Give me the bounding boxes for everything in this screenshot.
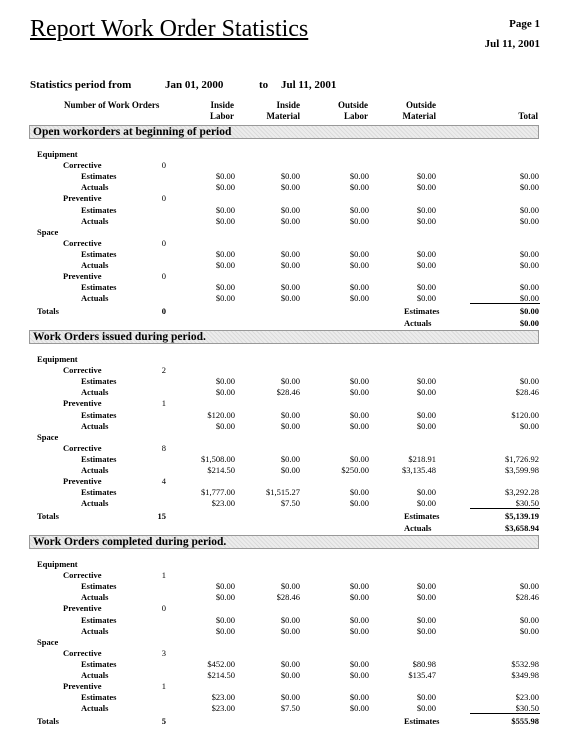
amount-cell: $0.00 xyxy=(349,260,369,270)
amount-cell: $1,508.00 xyxy=(201,453,235,464)
amount-cell: $0.00 xyxy=(349,581,369,592)
table-row xyxy=(0,149,576,160)
amount-cell: $23.00 xyxy=(211,498,235,509)
totals-estimates-label: Estimates xyxy=(404,306,440,317)
amount-cell: $28.46 xyxy=(515,592,539,603)
totals-label: Totals xyxy=(37,306,59,317)
amount-cell: $120.00 xyxy=(511,409,539,420)
estimates-label: Estimates xyxy=(81,248,117,259)
amount-cell: $0.00 xyxy=(519,215,539,226)
order-count: 2 xyxy=(161,365,166,376)
table-row xyxy=(0,476,576,487)
table-row xyxy=(0,318,576,329)
table-row xyxy=(0,716,576,727)
totals-count: 15 xyxy=(157,511,166,522)
table-row xyxy=(0,487,576,498)
amount-cell: $0.00 xyxy=(349,592,369,603)
amount-cell: $0.00 xyxy=(349,625,369,636)
table-row xyxy=(0,271,576,282)
table-row xyxy=(0,365,576,376)
amount-cell: $0.00 xyxy=(280,692,300,703)
totals-actuals-value: $0.00 xyxy=(519,317,539,328)
order-count: 0 xyxy=(161,271,166,282)
report-date: Jul 11, 2001 xyxy=(484,38,540,50)
table-row xyxy=(0,637,576,648)
amount-cell: $214.50 xyxy=(207,670,235,680)
estimates-label: Estimates xyxy=(81,692,117,703)
type-label: Corrective xyxy=(63,570,102,581)
page-number: Page 1 xyxy=(509,18,540,30)
amount-cell: $0.00 xyxy=(416,692,436,703)
amount-cell: $0.00 xyxy=(416,282,436,293)
table-row xyxy=(0,432,576,443)
amount-cell: $0.00 xyxy=(416,625,436,636)
amount-cell: $0.00 xyxy=(349,453,369,464)
table-row xyxy=(0,354,576,365)
actuals-label: Actuals xyxy=(81,260,109,270)
amount-cell: $0.00 xyxy=(280,293,300,304)
actuals-label: Actuals xyxy=(81,703,109,714)
amount-cell: $0.00 xyxy=(416,487,436,498)
estimates-label: Estimates xyxy=(81,658,117,669)
amount-cell: $135.47 xyxy=(408,670,436,680)
amount-cell: $0.00 xyxy=(349,670,369,680)
amount-cell: $0.00 xyxy=(416,703,436,714)
estimates-label: Estimates xyxy=(81,204,117,215)
table-row xyxy=(0,410,576,421)
amount-cell: $0.00 xyxy=(280,260,300,270)
table-row xyxy=(0,523,576,534)
amount-cell: $0.00 xyxy=(349,703,369,714)
amount-cell: $0.00 xyxy=(215,204,235,215)
order-count: 1 xyxy=(161,570,166,581)
amount-cell: $0.00 xyxy=(280,204,300,215)
actuals-label: Actuals xyxy=(81,182,109,193)
col-header-count: Number of Work Orders xyxy=(64,100,160,110)
type-label: Preventive xyxy=(63,681,102,692)
type-label: Corrective xyxy=(63,237,102,248)
amount-cell: $0.00 xyxy=(349,614,369,625)
amount-cell: $0.00 xyxy=(215,293,235,304)
amount-cell: $0.00 xyxy=(519,293,539,304)
col-header-outside-material: Outside Material xyxy=(402,100,436,121)
amount-cell: $80.98 xyxy=(412,658,436,669)
actuals-label: Actuals xyxy=(81,465,109,475)
amount-cell: $0.00 xyxy=(519,171,539,182)
amount-cell: $0.00 xyxy=(519,248,539,259)
table-row xyxy=(0,581,576,592)
amount-cell: $0.00 xyxy=(280,409,300,420)
total-rule xyxy=(470,508,540,509)
totals-label: Totals xyxy=(37,716,59,727)
actuals-label: Actuals xyxy=(81,293,109,304)
actuals-label: Actuals xyxy=(81,387,109,398)
amount-cell: $214.50 xyxy=(207,465,235,475)
amount-cell: $0.00 xyxy=(416,614,436,625)
table-row xyxy=(0,387,576,398)
table-row xyxy=(0,282,576,293)
table-row xyxy=(0,306,576,317)
amount-cell: $0.00 xyxy=(280,215,300,226)
amount-cell: $218.91 xyxy=(408,453,436,464)
actuals-label: Actuals xyxy=(81,498,109,509)
table-row xyxy=(0,376,576,387)
table-row xyxy=(0,249,576,260)
amount-cell: $0.00 xyxy=(280,658,300,669)
order-count: 1 xyxy=(161,681,166,692)
amount-cell: $0.00 xyxy=(215,248,235,259)
amount-cell: $0.00 xyxy=(349,487,369,498)
table-row xyxy=(0,260,576,271)
amount-cell: $0.00 xyxy=(519,282,539,293)
type-label: Corrective xyxy=(63,160,102,171)
order-count: 4 xyxy=(161,476,166,487)
group-label: Space xyxy=(37,226,59,237)
actuals-label: Actuals xyxy=(81,420,109,431)
table-row xyxy=(0,216,576,227)
table-row xyxy=(0,171,576,182)
table-row xyxy=(0,511,576,522)
amount-cell: $28.46 xyxy=(276,387,300,398)
amount-cell: $28.46 xyxy=(515,387,539,398)
group-label: Space xyxy=(37,431,59,442)
amount-cell: $0.00 xyxy=(416,409,436,420)
estimates-label: Estimates xyxy=(81,487,117,498)
amount-cell: $7.50 xyxy=(280,703,300,714)
amount-cell: $0.00 xyxy=(519,182,539,193)
estimates-label: Estimates xyxy=(81,453,117,464)
period-to-label: to xyxy=(259,79,269,91)
estimates-label: Estimates xyxy=(81,581,117,592)
amount-cell: $0.00 xyxy=(280,282,300,293)
amount-cell: $0.00 xyxy=(215,614,235,625)
order-count: 0 xyxy=(161,237,166,248)
amount-cell: $0.00 xyxy=(215,260,235,270)
table-row xyxy=(0,670,576,681)
amount-cell: $0.00 xyxy=(349,498,369,509)
type-label: Corrective xyxy=(63,365,102,376)
amount-cell: $0.00 xyxy=(519,581,539,592)
totals-actuals-value: $3,658.94 xyxy=(505,522,539,533)
table-row xyxy=(0,443,576,454)
total-rule xyxy=(470,303,540,304)
amount-cell: $0.00 xyxy=(215,282,235,293)
amount-cell: $0.00 xyxy=(416,182,436,193)
amount-cell: $0.00 xyxy=(349,182,369,193)
order-count: 3 xyxy=(161,647,166,658)
amount-cell: $0.00 xyxy=(416,215,436,226)
section-header: Work Orders completed during period. xyxy=(29,535,539,549)
table-row xyxy=(0,692,576,703)
amount-cell: $3,135.48 xyxy=(402,465,436,475)
totals-label: Totals xyxy=(37,511,59,522)
table-row xyxy=(0,603,576,614)
amount-cell: $7.50 xyxy=(280,498,300,509)
amount-cell: $0.00 xyxy=(349,171,369,182)
type-label: Corrective xyxy=(63,647,102,658)
table-row xyxy=(0,681,576,692)
amount-cell: $0.00 xyxy=(280,182,300,193)
amount-cell: $0.00 xyxy=(416,248,436,259)
group-label: Equipment xyxy=(37,559,78,569)
amount-cell: $0.00 xyxy=(416,260,436,270)
amount-cell: $0.00 xyxy=(349,420,369,431)
estimates-label: Estimates xyxy=(81,409,117,420)
type-label: Corrective xyxy=(63,442,102,453)
amount-cell: $0.00 xyxy=(215,376,235,387)
amount-cell: $23.00 xyxy=(515,692,539,703)
amount-cell: $0.00 xyxy=(416,592,436,603)
amount-cell: $23.00 xyxy=(211,692,235,703)
amount-cell: $28.46 xyxy=(276,592,300,603)
table-row xyxy=(0,648,576,659)
order-count: 0 xyxy=(161,603,166,614)
type-label: Preventive xyxy=(63,476,102,487)
amount-cell: $0.00 xyxy=(416,581,436,592)
amount-cell: $1,515.27 xyxy=(266,487,300,498)
amount-cell: $0.00 xyxy=(519,376,539,387)
amount-cell: $0.00 xyxy=(280,420,300,431)
section-header: Open workorders at beginning of period xyxy=(29,125,539,139)
totals-estimates-value: $5,139.19 xyxy=(505,511,539,522)
estimates-label: Estimates xyxy=(81,171,117,182)
order-count: 1 xyxy=(161,398,166,409)
amount-cell: $23.00 xyxy=(211,703,235,714)
table-row xyxy=(0,592,576,603)
amount-cell: $0.00 xyxy=(349,376,369,387)
report-title: Report Work Order Statistics xyxy=(30,16,309,42)
totals-count: 5 xyxy=(161,716,166,727)
amount-cell: $0.00 xyxy=(215,581,235,592)
order-count: 8 xyxy=(161,442,166,453)
estimates-label: Estimates xyxy=(81,376,117,387)
amount-cell: $0.00 xyxy=(280,581,300,592)
amount-cell: $0.00 xyxy=(349,248,369,259)
totals-actuals-label: Actuals xyxy=(404,317,432,328)
amount-cell: $0.00 xyxy=(280,453,300,464)
group-label: Equipment xyxy=(37,149,78,159)
estimates-label: Estimates xyxy=(81,614,117,625)
amount-cell: $0.00 xyxy=(349,293,369,304)
amount-cell: $0.00 xyxy=(416,293,436,304)
table-row xyxy=(0,421,576,432)
amount-cell: $0.00 xyxy=(215,182,235,193)
amount-cell: $0.00 xyxy=(349,387,369,398)
amount-cell: $0.00 xyxy=(215,215,235,226)
table-row xyxy=(0,615,576,626)
amount-cell: $0.00 xyxy=(349,282,369,293)
amount-cell: $120.00 xyxy=(207,409,235,420)
actuals-label: Actuals xyxy=(81,670,109,680)
amount-cell: $250.00 xyxy=(341,465,369,475)
table-row xyxy=(0,626,576,637)
amount-cell: $3,599.98 xyxy=(505,465,539,475)
totals-estimates-value: $0.00 xyxy=(519,306,539,317)
amount-cell: $0.00 xyxy=(215,420,235,431)
totals-estimates-label: Estimates xyxy=(404,511,440,522)
amount-cell: $0.00 xyxy=(519,614,539,625)
amount-cell: $0.00 xyxy=(416,376,436,387)
order-count: 0 xyxy=(161,193,166,204)
col-header-inside-labor: Inside Labor xyxy=(209,100,234,121)
col-header-total: Total xyxy=(518,111,538,121)
amount-cell: $0.00 xyxy=(280,625,300,636)
period-label: Statistics period from xyxy=(30,79,132,91)
amount-cell: $30.50 xyxy=(515,498,539,509)
amount-cell: $0.00 xyxy=(349,409,369,420)
amount-cell: $30.50 xyxy=(515,703,539,714)
table-row xyxy=(0,398,576,409)
amount-cell: $0.00 xyxy=(280,248,300,259)
amount-cell: $452.00 xyxy=(207,658,235,669)
amount-cell: $532.98 xyxy=(511,658,539,669)
amount-cell: $0.00 xyxy=(519,260,539,270)
table-row xyxy=(0,570,576,581)
amount-cell: $3,292.28 xyxy=(505,487,539,498)
totals-estimates-label: Estimates xyxy=(404,716,440,727)
amount-cell: $0.00 xyxy=(215,387,235,398)
amount-cell: $349.98 xyxy=(511,670,539,680)
amount-cell: $0.00 xyxy=(519,420,539,431)
actuals-label: Actuals xyxy=(81,592,109,603)
totals-estimates-value: $555.98 xyxy=(511,716,539,727)
period-to: Jul 11, 2001 xyxy=(281,79,337,91)
table-row xyxy=(0,238,576,249)
page-info xyxy=(485,14,540,54)
total-rule xyxy=(470,713,540,714)
amount-cell: $0.00 xyxy=(280,376,300,387)
table-row xyxy=(0,454,576,465)
type-label: Preventive xyxy=(63,271,102,282)
table-row xyxy=(0,659,576,670)
totals-count: 0 xyxy=(161,306,166,317)
amount-cell: $0.00 xyxy=(519,625,539,636)
type-label: Preventive xyxy=(63,603,102,614)
table-row xyxy=(0,227,576,238)
actuals-label: Actuals xyxy=(81,215,109,226)
col-header-inside-material: Inside Material xyxy=(266,100,300,121)
type-label: Preventive xyxy=(63,398,102,409)
amount-cell: $0.00 xyxy=(215,625,235,636)
amount-cell: $0.00 xyxy=(215,592,235,603)
period-from: Jan 01, 2000 xyxy=(165,79,224,91)
type-label: Preventive xyxy=(63,193,102,204)
group-label: Equipment xyxy=(37,354,78,364)
col-header-outside-labor: Outside Labor xyxy=(337,100,368,121)
amount-cell: $0.00 xyxy=(280,465,300,475)
amount-cell: $0.00 xyxy=(280,171,300,182)
amount-cell: $0.00 xyxy=(215,171,235,182)
table-row xyxy=(0,559,576,570)
amount-cell: $0.00 xyxy=(349,204,369,215)
order-count: 0 xyxy=(161,160,166,171)
amount-cell: $0.00 xyxy=(349,215,369,226)
amount-cell: $0.00 xyxy=(519,204,539,215)
amount-cell: $0.00 xyxy=(416,171,436,182)
table-row xyxy=(0,182,576,193)
amount-cell: $0.00 xyxy=(349,692,369,703)
actuals-label: Actuals xyxy=(81,625,109,636)
amount-cell: $0.00 xyxy=(416,420,436,431)
table-row xyxy=(0,160,576,171)
amount-cell: $1,726.92 xyxy=(505,453,539,464)
group-label: Space xyxy=(37,636,59,647)
amount-cell: $0.00 xyxy=(416,498,436,509)
totals-actuals-label: Actuals xyxy=(404,522,432,533)
amount-cell: $1,777.00 xyxy=(201,487,235,498)
table-row xyxy=(0,465,576,476)
amount-cell: $0.00 xyxy=(416,387,436,398)
section-header: Work Orders issued during period. xyxy=(29,330,539,344)
table-row xyxy=(0,205,576,216)
estimates-label: Estimates xyxy=(81,282,117,293)
amount-cell: $0.00 xyxy=(280,670,300,680)
amount-cell: $0.00 xyxy=(416,204,436,215)
amount-cell: $0.00 xyxy=(280,614,300,625)
table-row xyxy=(0,193,576,204)
amount-cell: $0.00 xyxy=(349,658,369,669)
